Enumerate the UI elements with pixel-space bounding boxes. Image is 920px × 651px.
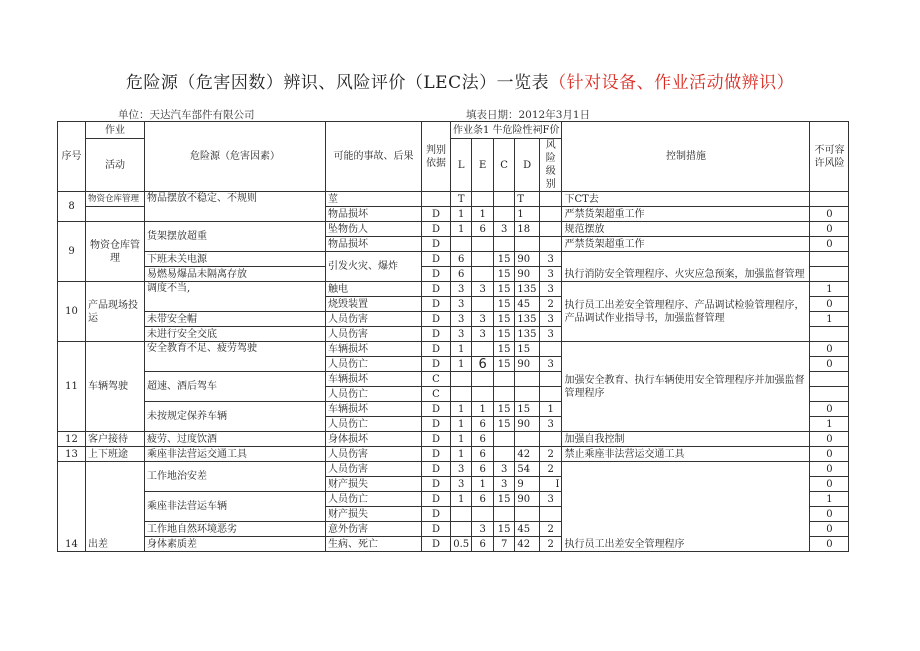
cell-accident: 触电 xyxy=(326,282,422,297)
cell-seq: 8 xyxy=(58,192,86,222)
cell-accident: 人员伤亡 xyxy=(326,357,422,372)
cell-C: 15 xyxy=(493,282,514,297)
cell-measure: 执行员工出差安全管理程序、产品调试检验管理程序，产品调试作业指导书，加强监督管理 xyxy=(562,282,810,342)
cell-C: 3 xyxy=(493,222,514,237)
cell-D: 18 xyxy=(515,222,540,237)
cell-C: 15 xyxy=(493,342,514,357)
cell-accident: 引发火灾、爆炸 xyxy=(326,252,422,282)
cell-risk: 1 xyxy=(810,282,849,297)
cell-D: 45 xyxy=(515,297,540,312)
cell-L: 1 xyxy=(451,357,472,372)
cell-level: 2 xyxy=(539,297,562,312)
cell-level xyxy=(539,207,562,222)
cell-accident: 人员伤亡 xyxy=(326,492,422,507)
cell-E: 6 xyxy=(472,432,493,447)
cell-C xyxy=(493,372,514,387)
cell-level xyxy=(539,192,562,207)
header-accident: 可能的事故、后果 xyxy=(326,122,422,192)
cell-level: 3 xyxy=(539,282,562,297)
cell-seq: 11 xyxy=(58,342,86,432)
cell-L xyxy=(451,522,472,537)
cell-E: 6 xyxy=(472,537,493,552)
cell-E xyxy=(472,387,493,402)
cell-risk: 0 xyxy=(810,447,849,462)
header-intolerable: 不可容许风险 xyxy=(810,122,849,192)
cell-seq: 14 xyxy=(58,462,86,552)
cell-risk: 0 xyxy=(810,297,849,312)
cell-L xyxy=(451,237,472,252)
cell-D: 42 xyxy=(515,447,540,462)
cell-L: 1 xyxy=(451,207,472,222)
cell-measure: 禁止乘座非法营运交通工具 xyxy=(562,447,810,462)
cell-level: 3 xyxy=(539,492,562,507)
cell-C: 15 xyxy=(493,267,514,282)
cell-C xyxy=(493,432,514,447)
cell-E: 1 xyxy=(472,207,493,222)
title-highlight: （针对设备、作业活动做辨识） xyxy=(549,73,795,93)
cell-measure: 规范摆放 xyxy=(562,222,810,237)
cell-activity: 车辆驾驶 xyxy=(86,342,145,432)
cell-D: 15 xyxy=(515,402,540,417)
cell-D xyxy=(515,372,540,387)
cell-risk: 0 xyxy=(810,432,849,447)
cell-C xyxy=(493,507,514,522)
cell-level: 2 xyxy=(539,447,562,462)
cell-C: 15 xyxy=(493,327,514,342)
cell-D: 135 xyxy=(515,282,540,297)
cell-basis: D xyxy=(422,402,451,417)
cell-E xyxy=(472,237,493,252)
cell-C: 15 xyxy=(493,252,514,267)
cell-hazard: 物品摆放不稳定、不规则 xyxy=(145,192,326,222)
cell-activity: 出差 xyxy=(86,462,145,552)
cell-hazard: 下班未关电源 xyxy=(145,252,326,267)
cell-measure: 严禁货架超重工作 xyxy=(562,237,810,252)
cell-seq: 10 xyxy=(58,282,86,342)
cell-L xyxy=(451,372,472,387)
cell-L: 3 xyxy=(451,312,472,327)
cell-accident: 财产损失 xyxy=(326,507,422,522)
cell-basis: D xyxy=(422,507,451,522)
cell-basis: D xyxy=(422,432,451,447)
cell-D xyxy=(515,387,540,402)
header-L: L xyxy=(451,139,472,192)
cell-risk: 1 xyxy=(810,492,849,507)
cell-accident: 身体损坏 xyxy=(326,432,422,447)
cell-L xyxy=(451,507,472,522)
cell-E: 6 xyxy=(472,447,493,462)
cell-L: 1 xyxy=(451,417,472,432)
header-level: 风险级别 xyxy=(539,139,562,192)
cell-D: 9 xyxy=(515,477,540,492)
cell-risk xyxy=(810,387,849,402)
cell-basis: D xyxy=(422,477,451,492)
cell-D xyxy=(515,237,540,252)
cell-D xyxy=(515,507,540,522)
cell-risk: 0 xyxy=(810,537,849,552)
cell-accident: 物品损坏 xyxy=(326,207,422,222)
cell-risk xyxy=(810,252,849,267)
cell-accident: 坠物伤人 xyxy=(326,222,422,237)
header-lec-group: 作业条1 牛危险性祠F价 xyxy=(451,122,562,139)
cell-risk: 0 xyxy=(810,402,849,417)
header-seq: 序号 xyxy=(58,122,86,192)
cell-accident: 人员伤亡 xyxy=(326,417,422,432)
cell-hazard: 易燃易爆品未隔离存放 xyxy=(145,267,326,282)
cell-level: 1 xyxy=(539,402,562,417)
cell-D: 90 xyxy=(515,252,540,267)
cell-D: 1 xyxy=(515,207,540,222)
cell-accident: 人员伤害 xyxy=(326,462,422,477)
cell-basis xyxy=(422,192,451,207)
cell-C xyxy=(493,387,514,402)
cell-D: 135 xyxy=(515,327,540,342)
cell-risk: 1 xyxy=(810,417,849,432)
cell-L: T xyxy=(451,192,472,207)
cell-risk: 0 xyxy=(810,222,849,237)
cell-L: 3 xyxy=(451,282,472,297)
cell-D: 45 xyxy=(515,522,540,537)
header-measure: 控制措施 xyxy=(562,122,810,192)
cell-accident: 人员伤害 xyxy=(326,312,422,327)
cell-basis: D xyxy=(422,297,451,312)
cell-basis: D xyxy=(422,357,451,372)
cell-C: 15 xyxy=(493,402,514,417)
cell-C: 15 xyxy=(493,417,514,432)
cell-activity: 物资仓库管理 xyxy=(86,192,145,207)
cell-hazard: 身体素质差 xyxy=(145,537,326,552)
cell-D: 90 xyxy=(515,267,540,282)
cell-risk: 0 xyxy=(810,462,849,477)
cell-C: 3 xyxy=(493,462,514,477)
cell-C xyxy=(493,192,514,207)
cell-hazard: 未按规定保养车辆 xyxy=(145,402,326,432)
cell-C xyxy=(493,207,514,222)
cell-risk xyxy=(810,192,849,207)
cell-E: 1 xyxy=(472,477,493,492)
cell-risk: 0 xyxy=(810,507,849,522)
cell-accident: 意外伤害 xyxy=(326,522,422,537)
cell-E: 6 xyxy=(472,462,493,477)
cell-E xyxy=(472,507,493,522)
header-hazard: 危险源（危害因素） xyxy=(145,122,326,192)
cell-E: 6 xyxy=(472,417,493,432)
cell-basis: D xyxy=(422,312,451,327)
cell-accident: 车辆损坏 xyxy=(326,402,422,417)
cell-accident: 车辆损坏 xyxy=(326,372,422,387)
cell-hazard: 工作地治安差 xyxy=(145,462,326,492)
cell-E: 3 xyxy=(472,282,493,297)
cell-measure: 下CT去 xyxy=(562,192,810,207)
cell-level: 3 xyxy=(539,327,562,342)
cell-level: 2 xyxy=(539,522,562,537)
cell-E: 3 xyxy=(472,522,493,537)
cell-accident: 物品损坏 xyxy=(326,237,422,252)
cell-L: 3 xyxy=(451,327,472,342)
cell-E xyxy=(472,267,493,282)
cell-hazard: 调度不当, xyxy=(145,282,326,312)
cell-basis: D xyxy=(422,282,451,297)
cell-hazard: 未带安全帽 xyxy=(145,312,326,327)
cell-measure: 加强自我控制 xyxy=(562,432,810,447)
cell-E xyxy=(472,372,493,387)
cell-risk: 0 xyxy=(810,522,849,537)
cell-activity xyxy=(86,207,145,222)
cell-level: 3 xyxy=(539,417,562,432)
cell-basis: D xyxy=(422,537,451,552)
cell-E xyxy=(472,192,493,207)
cell-D: 135 xyxy=(515,312,540,327)
cell-activity: 上下班途 xyxy=(86,447,145,462)
cell-E: 3 xyxy=(472,312,493,327)
cell-L: 0.5 xyxy=(451,537,472,552)
header-activity-top: 作业 xyxy=(86,122,145,139)
cell-D: 90 xyxy=(515,357,540,372)
header-E: E xyxy=(472,139,493,192)
cell-hazard: 乘座非法营运交通工具 xyxy=(145,447,326,462)
cell-basis: D xyxy=(422,522,451,537)
cell-risk: 0 xyxy=(810,237,849,252)
cell-risk xyxy=(810,327,849,342)
cell-C: 7 xyxy=(493,537,514,552)
cell-accident: 人员伤亡 xyxy=(326,387,422,402)
cell-basis: D xyxy=(422,492,451,507)
cell-C xyxy=(493,237,514,252)
cell-E xyxy=(472,297,493,312)
cell-risk: 0 xyxy=(810,207,849,222)
cell-L: 3 xyxy=(451,462,472,477)
cell-E: 6 xyxy=(472,357,493,372)
cell-E xyxy=(472,342,493,357)
cell-risk xyxy=(810,372,849,387)
header-basis: 判别依据 xyxy=(422,122,451,192)
cell-L: 6 xyxy=(451,267,472,282)
cell-basis: D xyxy=(422,222,451,237)
cell-hazard: 乘座非法营运车辆 xyxy=(145,492,326,522)
cell-level xyxy=(539,222,562,237)
cell-basis: D xyxy=(422,342,451,357)
cell-L: 1 xyxy=(451,432,472,447)
cell-D xyxy=(515,432,540,447)
cell-D: 90 xyxy=(515,492,540,507)
cell-C: 15 xyxy=(493,312,514,327)
cell-E: 1 xyxy=(472,402,493,417)
cell-D: 15 xyxy=(515,342,540,357)
cell-C: 15 xyxy=(493,357,514,372)
cell-L: 1 xyxy=(451,492,472,507)
title-main: 危险源（危害因数）辨识、风险评价（LEC法）一览表 xyxy=(125,73,550,93)
cell-basis: D xyxy=(422,327,451,342)
unit-label: 单位：天达汽车部件有限公司 xyxy=(118,109,255,121)
cell-D: 54 xyxy=(515,462,540,477)
cell-level xyxy=(539,342,562,357)
cell-hazard: 安全教育不足、疲劳驾驶 xyxy=(145,342,326,372)
date-label: 填表日期：2012年3月1日 xyxy=(466,109,591,121)
cell-accident: 财产损失 xyxy=(326,477,422,492)
cell-activity: 产品现场投运 xyxy=(86,282,145,342)
cell-basis: D xyxy=(422,462,451,477)
cell-activity: 物资仓库管理 xyxy=(86,222,145,282)
cell-C: 15 xyxy=(493,492,514,507)
cell-hazard: 超速、酒后驾车 xyxy=(145,372,326,402)
cell-measure: 执行消防安全管理程序、火灾应急预案，加强监督管理 xyxy=(562,252,810,282)
cell-E: 6 xyxy=(472,222,493,237)
cell-accident: 车辆损坏 xyxy=(326,342,422,357)
cell-L: 6 xyxy=(451,252,472,267)
cell-C xyxy=(493,447,514,462)
cell-L xyxy=(451,387,472,402)
cell-level: 3 xyxy=(539,252,562,267)
cell-activity: 客户接待 xyxy=(86,432,145,447)
cell-level: 2 xyxy=(539,462,562,477)
cell-basis: D xyxy=(422,447,451,462)
cell-C: 3 xyxy=(493,477,514,492)
cell-level: 3 xyxy=(539,357,562,372)
cell-hazard: 工作地自然环境恶劣 xyxy=(145,522,326,537)
cell-basis: C xyxy=(422,372,451,387)
cell-basis: D xyxy=(422,267,451,282)
cell-level: 3 xyxy=(539,267,562,282)
header-C: C xyxy=(493,139,514,192)
cell-measure: 严禁货架超重工作 xyxy=(562,207,810,222)
cell-D: 42 xyxy=(515,537,540,552)
cell-L: 1 xyxy=(451,342,472,357)
cell-level xyxy=(539,372,562,387)
cell-risk: 0 xyxy=(810,477,849,492)
cell-level xyxy=(539,387,562,402)
cell-risk: 0 xyxy=(810,342,849,357)
cell-E xyxy=(472,252,493,267)
cell-accident: 人员伤害 xyxy=(326,447,422,462)
cell-seq: 9 xyxy=(58,222,86,282)
header-activity-bottom: 活动 xyxy=(86,139,145,192)
cell-basis: C xyxy=(422,387,451,402)
cell-measure: 执行员工出差安全管理程序 xyxy=(562,462,810,552)
cell-E: 6 xyxy=(472,492,493,507)
cell-hazard: 疲劳、过度饮酒 xyxy=(145,432,326,447)
cell-hazard: 未进行安全交底 xyxy=(145,327,326,342)
cell-level xyxy=(539,432,562,447)
cell-seq: 12 xyxy=(58,432,86,447)
cell-measure: 加强安全教育、执行车辆使用安全管理程序并加强监督管理程序 xyxy=(562,342,810,432)
cell-L: 1 xyxy=(451,402,472,417)
cell-seq: 13 xyxy=(58,447,86,462)
cell-risk xyxy=(810,267,849,282)
cell-risk: 0 xyxy=(810,357,849,372)
cell-L: 1 xyxy=(451,447,472,462)
cell-level: 2 xyxy=(539,537,562,552)
cell-level: I xyxy=(539,477,562,492)
risk-table xyxy=(57,121,849,552)
cell-E: 3 xyxy=(472,327,493,342)
cell-C: 15 xyxy=(493,522,514,537)
cell-L: 3 xyxy=(451,477,472,492)
cell-accident: 生病、死亡 xyxy=(326,537,422,552)
cell-L: 1 xyxy=(451,222,472,237)
header-D: D xyxy=(515,139,540,192)
cell-level xyxy=(539,237,562,252)
cell-C: 15 xyxy=(493,297,514,312)
cell-D: 90 xyxy=(515,417,540,432)
cell-hazard: 货架摆放超重 xyxy=(145,222,326,252)
cell-accident: 人员伤害 xyxy=(326,327,422,342)
cell-basis: D xyxy=(422,237,451,252)
cell-L: 3 xyxy=(451,297,472,312)
cell-level xyxy=(539,507,562,522)
cell-D: T xyxy=(515,192,540,207)
cell-basis: D xyxy=(422,252,451,267)
cell-accident: 莖 xyxy=(326,192,422,207)
cell-basis: D xyxy=(422,207,451,222)
page-title xyxy=(0,68,920,93)
cell-level: 3 xyxy=(539,312,562,327)
cell-accident: 烧毁装置 xyxy=(326,297,422,312)
cell-risk: 1 xyxy=(810,312,849,327)
cell-basis: D xyxy=(422,417,451,432)
